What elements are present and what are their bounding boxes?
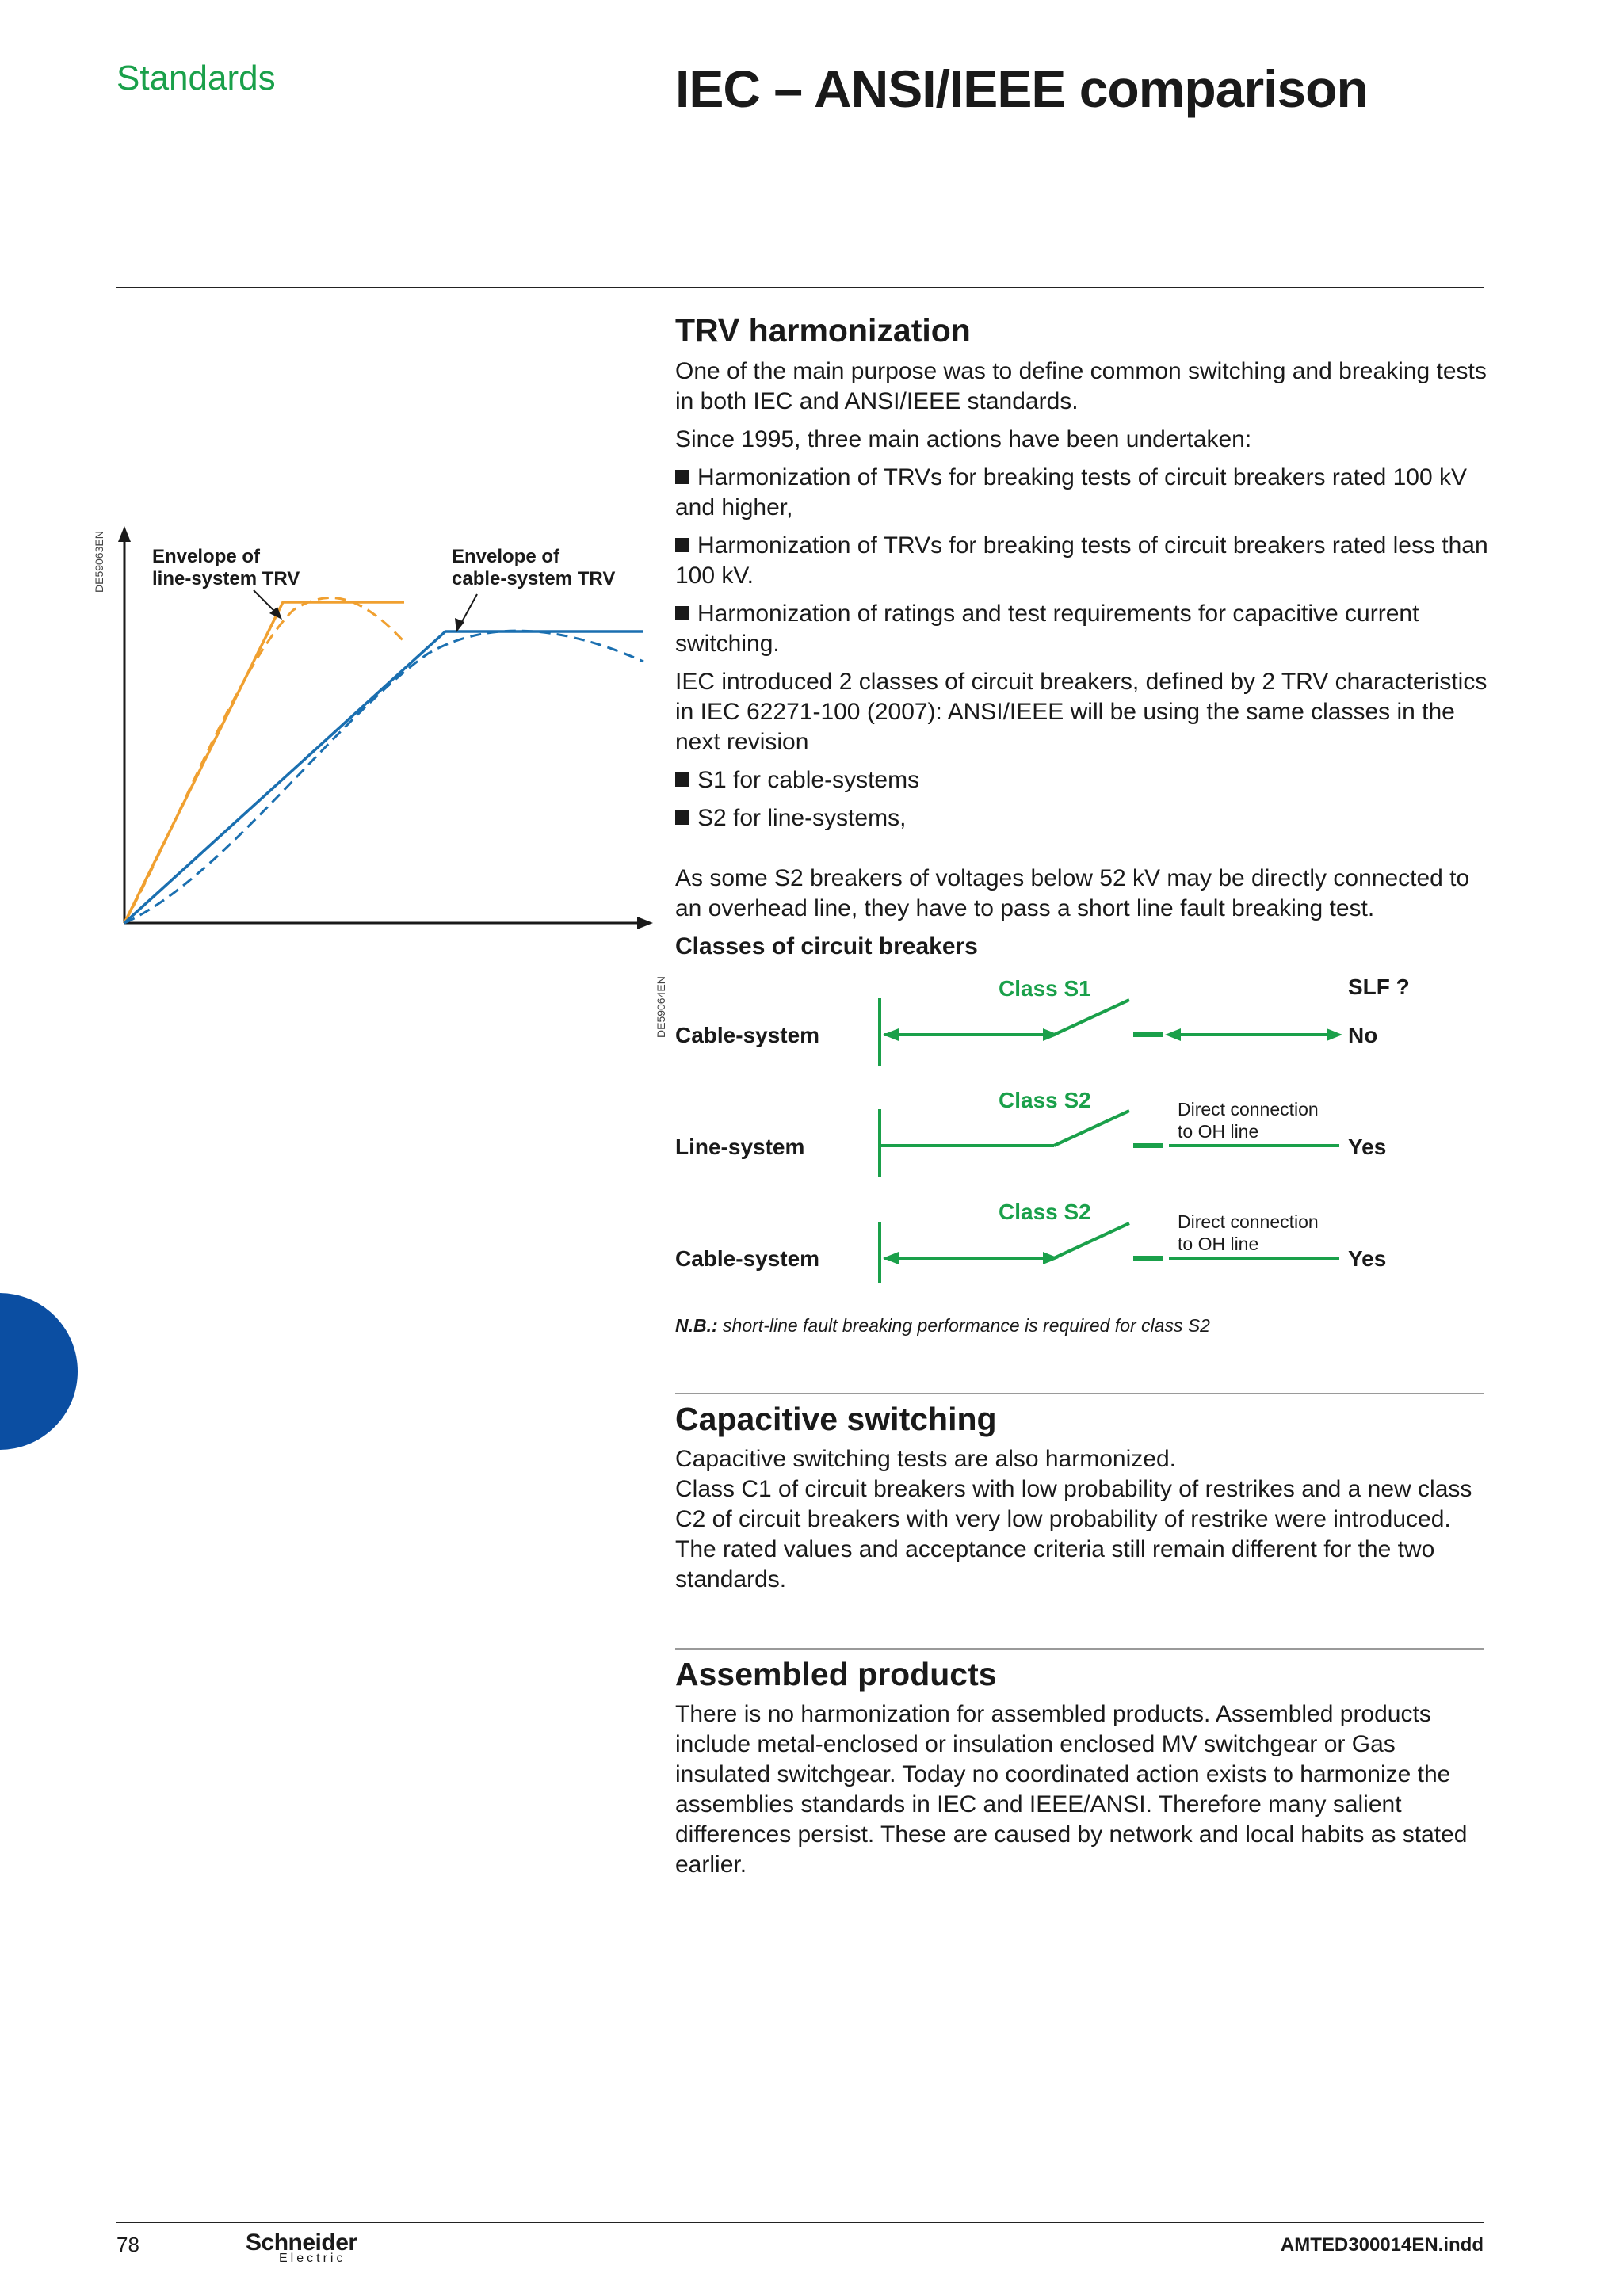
- bullet-square-icon: [675, 810, 689, 825]
- trv-body: [675, 357, 1491, 932]
- classes-title: Classes of circuit breakers: [675, 933, 978, 959]
- trv-paragraph-3: IEC introduced 2 classes of circuit breakers, defined by 2 TRV characteristics in IEC 62271-100 (2007): ANSI/IEEE will be using the same classes in the next revision: [675, 669, 1487, 755]
- cable-system-envelope: [124, 631, 643, 923]
- trv-bullet-2: Harmonization of TRVs for breaking tests of circuit breakers rated less than 100 kV.: [675, 532, 1488, 589]
- capacitive-divider: [675, 1393, 1484, 1394]
- chapter-tab: [0, 1293, 78, 1450]
- row3-left-arrow: [883, 1252, 899, 1264]
- row2-note: Direct connection to OH line: [1178, 1099, 1319, 1142]
- row2-class: Class S2: [999, 1088, 1091, 1112]
- footer-divider: [116, 2222, 1484, 2223]
- row1-slf: No: [1348, 1023, 1378, 1047]
- capacitive-paragraph-2: Class C1 of circuit breakers with low probability of restrikes and a new class C2 of circuit breakers with very low probability of restrike were introduced. The rated values and acceptance criteria still remain different for the two standards.: [675, 1476, 1472, 1592]
- bullet-square-icon: [675, 606, 689, 620]
- classes-figure-id: DE59064EN: [655, 976, 667, 1038]
- line-system-trv-curve: [124, 598, 404, 923]
- row3-breaker-contact: [1054, 1223, 1129, 1258]
- assembled-paragraph-1: There is no harmonization for assembled products. Assembled products include metal-enclosed or insulation enclosed MV switchgear or Gas insulated switchgear. Today no coordinated action exists to harmonize the assemblies standards in IEC and IEEE/ANSI. Therefore many salient differences persist. These are caused by network and local habits as stated earlier.: [675, 1701, 1468, 1878]
- nb-note: N.B.: short-line fault breaking performance is required for class S2: [675, 1315, 1210, 1336]
- row1-class: Class S1: [999, 976, 1091, 1001]
- trv-bullet-4: S1 for cable-systems: [675, 765, 1491, 795]
- section-label: Standards: [116, 59, 276, 97]
- label-line-system-2: line-system TRV: [152, 568, 300, 589]
- row3-class: Class S2: [999, 1199, 1091, 1224]
- trv-paragraph-4: As some S2 breakers of voltages below 52 kV may be directly connected to an overhead line, they have to pass a short line fault breaking test.: [675, 865, 1470, 921]
- row1-right-arrow: [1327, 1028, 1342, 1041]
- assembled-divider: [675, 1648, 1484, 1650]
- capacitive-heading: Capacitive switching: [675, 1401, 997, 1437]
- row3-note: Direct connection to OH line: [1178, 1211, 1319, 1254]
- label-line-system-1: Envelope of: [152, 546, 261, 567]
- cable-system-trv-curve: [124, 631, 643, 923]
- top-divider: [116, 287, 1484, 288]
- row1-label: Cable-system: [675, 1023, 820, 1047]
- slf-header: SLF ?: [1348, 974, 1410, 999]
- trv-bullet-3: Harmonization of ratings and test requirements for capacitive current switching.: [675, 601, 1419, 657]
- label-cable-system-1: Envelope of: [452, 546, 560, 567]
- schneider-electric-logo: Schneider Electric: [246, 2229, 357, 2265]
- trv-bullet-1: Harmonization of TRVs for breaking tests of circuit breakers rated 100 kV and higher,: [675, 464, 1468, 521]
- line-system-envelope: [124, 602, 404, 923]
- x-axis-arrow: [637, 917, 653, 929]
- trv-paragraph-2: Since 1995, three main actions have been undertaken:: [675, 426, 1252, 452]
- capacitive-body: [675, 1444, 1491, 1595]
- bullet-square-icon: [675, 470, 689, 484]
- page-title: IEC – ANSI/IEEE comparison: [675, 59, 1368, 118]
- row3-slf: Yes: [1348, 1246, 1387, 1271]
- row3-label: Cable-system: [675, 1246, 820, 1271]
- trv-envelope-chart: [111, 515, 658, 943]
- classes-diagram: [864, 990, 1355, 1283]
- row1-left-arrow: [883, 1028, 899, 1041]
- bullet-square-icon: [675, 772, 689, 787]
- trv-figure-id: DE59063EN: [93, 531, 105, 593]
- bullet-square-icon: [675, 538, 689, 552]
- row2-slf: Yes: [1348, 1135, 1387, 1159]
- row2-breaker-contact: [1054, 1111, 1129, 1146]
- row1-breaker-contact: [1054, 1000, 1129, 1035]
- capacitive-paragraph-1: Capacitive switching tests are also harmonized.: [675, 1446, 1176, 1472]
- assembled-heading: Assembled products: [675, 1656, 997, 1692]
- document-id: AMTED300014EN.indd: [1280, 2234, 1484, 2256]
- y-axis-arrow: [118, 526, 131, 542]
- trv-bullet-5: S2 for line-systems,: [675, 803, 1491, 833]
- trv-heading: TRV harmonization: [675, 312, 971, 349]
- assembled-body: [675, 1699, 1491, 1880]
- trv-paragraph-1: One of the main purpose was to define common switching and breaking tests in both IEC and ANSI/IEEE standards.: [675, 358, 1487, 414]
- page-number: 78: [116, 2233, 139, 2256]
- row2-label: Line-system: [675, 1135, 805, 1159]
- row1-right-arrow-start: [1165, 1028, 1181, 1041]
- label-cable-system-2: cable-system TRV: [452, 568, 616, 589]
